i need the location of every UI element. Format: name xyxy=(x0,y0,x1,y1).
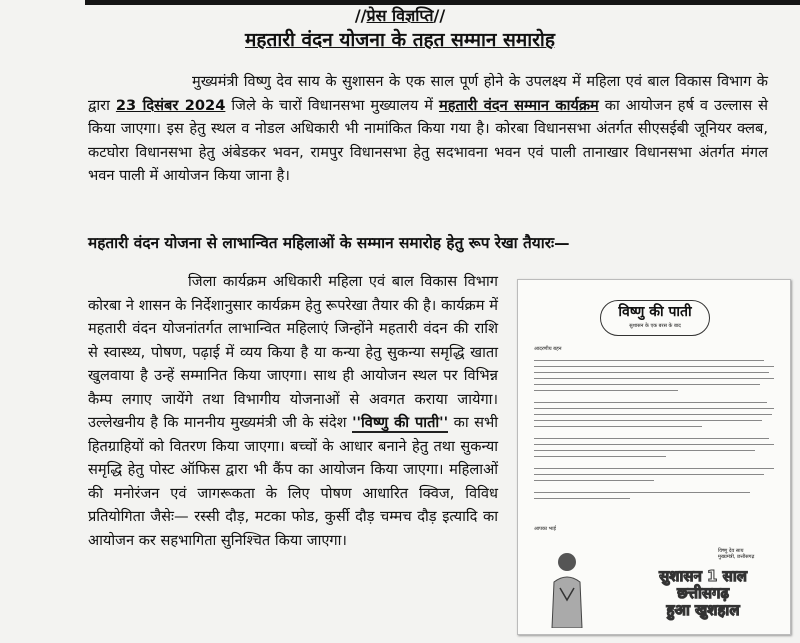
sushasan-banner xyxy=(628,568,778,620)
press-prefix: // xyxy=(354,6,367,25)
banner-line-2: छत्तीसगढ़ xyxy=(677,584,729,602)
press-release-label xyxy=(0,4,800,26)
letter-logo xyxy=(600,300,710,336)
page-title xyxy=(0,26,800,52)
letter-greeting: आदरणीय बहन xyxy=(534,346,562,352)
letter-image xyxy=(517,279,791,635)
intro-text-3: का आयोजन हर्ष व उल्लास से किया जाएगा। इस हेतु स्थल व नोडल अधिकारी भी नामांकित किया गया है। कोरबा विधानसभा अंतर्गत सीएसईबी जूनियर क्लब, कटघोरा विधानसभा हेतु अंबेडकर भवन, रामपुर विधानसभा हेतु सदभावना भवन एवं पाली तानाखार विधानसभा अंतर्गत मंगल भवन पाली में आयोजन किया जाना है। xyxy=(88,96,768,185)
letter-body-lines xyxy=(534,360,774,504)
letter-signature xyxy=(718,548,778,560)
outline-text-2: का सभी हितग्राहियों को वितरण किया जाएगा। बच्चों के आधार बनाने हेतु तथा सुकन्या समृद्धि हेतु पोस्ट ऑफिस द्वारा भी कैंप का आयोजन किया जाएगा। महिलाओं की मनोरंजन एवं जागरूकता के लिए पोषण आधारित क्विज, विविध प्रतियोगिता जैसेः— रस्सी दौड़, मटका फोड, कुर्सी दौड़ चम्मच दौड़ इत्यादि का आयोजन कर सहभागिता सुनिश्चित किया जाएगा। xyxy=(88,414,498,549)
chief-minister-portrait xyxy=(548,548,586,628)
outline-paragraph xyxy=(88,270,498,552)
banner-line-1: सुशासन 1 साल xyxy=(659,567,747,585)
signature-role: मुख्यमंत्री, छत्तीसगढ़ xyxy=(718,554,755,560)
letter-logo-subtitle: सुशासन के एक बरस के बाद xyxy=(629,323,681,329)
intro-paragraph xyxy=(88,70,768,188)
intro-text-1: मुख्यमंत्री विष्णु देव साय के सुशासन के एक साल पूर्ण होने के उपलक्ष्य में महिला एवं बाल विकास विभाग के द्वारा xyxy=(88,73,768,114)
program-name: महतारी वंदन सम्मान कार्यक्रम xyxy=(438,96,599,114)
page-title-text: महतारी वंदन योजना के तहत सम्मान समारोह xyxy=(245,29,555,51)
event-date: 23 दिसंबर 2024 xyxy=(115,96,226,114)
press-suffix: // xyxy=(433,6,446,25)
signature-name: विष्णु देव साय xyxy=(718,548,744,554)
outline-text-1: जिला कार्यक्रम अधिकारी महिला एवं बाल विकास विभाग कोरबा ने शासन के निर्देशानुसार कार्यक्रम हेतु रूपरेखा तैयार की है। कार्यक्रम में महतारी वंदन योजनांतर्गत लाभान्वित महिलाएं जिन्होंने महतारी वंदन की राशि से स्वास्थ्य, पोषण, पढ़ाई में व्यय किया है या कन्या हेतु सुकन्या समृद्धि खाता खुलवाया है उन्हें सम्मानित किया जाएगा। साथ ही आयोजन स्थल पर विभिन्न कैम्प लगाए जायेंगे तथा विभागीय योजनाओं से अवगत कराया जायेगा। उल्लेखनीय है कि माननीय मुख्यमंत्री जी के संदेश xyxy=(88,273,498,431)
press-release-text: प्रेस विज्ञप्ति xyxy=(366,6,434,25)
letter-logo-title: विष्णु की पाती xyxy=(618,304,692,320)
intro-text-2: जिले के चारों विधानसभा मुख्यालय में xyxy=(225,96,439,114)
section-heading: महतारी वंदन योजना से लाभान्वित महिलाओं के सम्मान समारोह हेतु रूप रेखा तैयारः— xyxy=(88,234,570,252)
vishnu-ki-pati-quote: ''विष्णु की पाती'' xyxy=(352,414,449,431)
banner-line-3: हुआ खुशहाल xyxy=(666,601,740,619)
letter-closing: आपका भाई xyxy=(534,526,556,532)
